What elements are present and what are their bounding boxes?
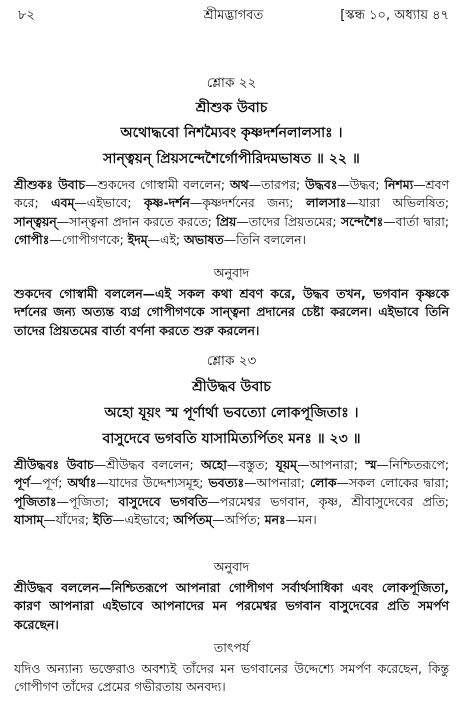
synonym-word: গোপীঃ <box>14 232 50 248</box>
synonym-meaning: —আপনারা; <box>297 457 366 472</box>
synonym-meaning: —কৃষ্ণদর্শনের জন্য; <box>189 195 306 211</box>
synonym-meaning: —শ্রবণ করে; <box>14 177 450 211</box>
verse-23-synonyms <box>14 456 449 530</box>
synonym-word: শ্রীউদ্ধবঃ উবাচ <box>14 457 94 472</box>
synonym-word: যাসাম্ <box>14 512 44 528</box>
synonym-word: অথ <box>229 177 249 192</box>
synonym-meaning: —সান্ত্বনা প্রদান করতে করতে; <box>56 213 217 229</box>
verse-22-label: শ্লোক ২২ <box>206 75 257 91</box>
synonym-meaning: —যারা অভিলষিত; <box>346 195 450 211</box>
verse-23-speaker: শ্রীউদ্ধব উবাচ <box>192 379 271 395</box>
book-title: শ্রীমদ্ভাগবত <box>203 8 264 23</box>
synonym-word: যূয়ম্ <box>275 457 298 472</box>
synonym-word: লোক <box>310 475 337 491</box>
page-number: ৮২ <box>18 8 35 23</box>
synonym-meaning: —পূজিতা; <box>56 493 119 509</box>
synonym-meaning: —তারপর; <box>248 177 306 192</box>
synonym-word: ইতি <box>92 512 113 528</box>
synonym-word: পূর্ণ <box>14 475 30 491</box>
synonym-meaning: —সকল লোকের দ্বারা; <box>336 475 450 491</box>
synonym-meaning: —গোপীগণকে; <box>49 232 128 248</box>
verse-22-translation-label: অনুবাদ <box>213 265 250 280</box>
synonym-meaning: —এই; <box>147 232 184 248</box>
synonym-meaning: —এইভাবে; <box>112 512 174 528</box>
verse-23-label: শ্লোক ২৩ <box>206 353 257 369</box>
synonym-word: উদ্ধবঃ <box>305 177 338 192</box>
synonym-word: নিশম্য <box>384 177 414 192</box>
verse-23-purport: যদিও অন্যান্য ভক্তেরাও অবশ্যই তাঁদের মন ভগবানের উদ্দেশ্যে সমর্পণ করেছেন, কিন্তু গোপীগণ তাঁদের প্রেমের গভীরতায় অনবদ্য। <box>14 661 449 695</box>
synonym-word: স্ম <box>365 457 377 472</box>
verse-22-speaker: শ্রীশুক উবাচ <box>195 100 268 116</box>
synonym-meaning: —এইভাবে; <box>74 195 145 211</box>
synonym-word: অর্পিতম্ <box>173 512 213 528</box>
synonym-meaning: —বস্তুত; <box>226 457 276 472</box>
synonym-meaning: —যাদের উদ্দেশ্যসমূহ; <box>96 475 209 491</box>
synonym-meaning: —পূর্ণ; <box>29 475 68 491</box>
verse-23-line-2: বাসুদেবে ভগবতি যাসামিত্যর্পিতং মনঃ ॥ ২৩ ॥ <box>102 431 361 447</box>
synonym-meaning: —শুকদেব গোস্বামী বললেন; <box>84 177 230 192</box>
synonym-meaning: —বার্তা দ্বারা; <box>383 213 449 229</box>
synonym-word: অর্থাঃ <box>67 475 97 491</box>
chapter-reference: [স্কন্ধ ১০, অধ্যায় ৪৭ <box>340 8 449 23</box>
synonym-word: ভবত্যঃ <box>208 475 245 491</box>
synonym-word: এবম্ <box>51 195 75 211</box>
synonym-meaning: —যাঁদের; <box>43 512 93 528</box>
synonym-word: অহো <box>200 457 227 472</box>
synonym-word: প্রিয় <box>216 213 237 229</box>
synonym-meaning: —পরমেশ্বর ভগবান, কৃষ্ণ, শ্রীবাসুদেবের প্রতি; <box>207 493 449 509</box>
synonym-word: শ্রীশুকঃ উবাচ <box>14 177 85 192</box>
verse-22-translation: শুকদেব গোস্বামী বললেন—এই সকল কথা শ্রবণ করে, উদ্ধব তখন, ভগবান কৃষ্ণকে দর্শনের জন্য অত্যন্ত ব্যগ্র গোপীগণকে সান্ত্বনা প্রদানের চেষ্টা করলেন। এইভাবে তিনি তাদের প্রিয়তমের বার্তা বর্ণনা করতে শুরু করলেন। <box>14 286 449 338</box>
verse-22-line-2: সান্ত্বয়ন্ প্রিয়সন্দেশৈর্গোপীরিদমভাষত ॥ ২২ ॥ <box>103 151 360 167</box>
synonym-word: লালসাঃ <box>305 195 347 211</box>
synonym-meaning: —নিশ্চিতরূপে; <box>376 457 450 472</box>
synonym-word: কৃষ্ণ-দর্শন <box>144 195 190 211</box>
verse-23-purport-label: তাৎপর্য <box>213 640 250 655</box>
synonym-word: পূজিতাঃ <box>14 493 57 509</box>
synonym-word: মনঃ <box>264 512 286 528</box>
verse-23-translation: শ্রীউদ্ধব বললেন—নিশ্চিতরূপে আপনারা গোপীগণ সর্বার্থসাধিকা এবং লোকপূজিতা, কারণ আপনারা এইভাবে আপনাদের মন পরমেশ্বর ভগবান বাসুদেবের প্রতি সমর্পণ করেছেন। <box>14 580 449 632</box>
synonym-word: বাসুদেবে ভগবতি <box>118 493 208 509</box>
verse-22-line-1: অথোদ্ধবো নিশম্যৈবং কৃষ্ণদর্শনলালসাঃ । <box>120 125 343 141</box>
synonym-word: সান্ত্বয়ন্ <box>14 213 57 229</box>
synonym-meaning: —শ্রীউদ্ধব বললেন; <box>93 457 201 472</box>
synonym-meaning: —অর্পিত; <box>212 512 265 528</box>
page-header <box>18 6 449 28</box>
verse-23-line-1: অহো যূয়ং স্ম পূর্ণার্থা ভবত্যো লোকপূজিতাঃ । <box>104 405 359 421</box>
synonym-meaning: —তিনি বললেন। <box>223 232 306 248</box>
synonym-meaning: —আপনারা; <box>244 475 310 491</box>
synonym-meaning: —মন। <box>285 512 317 528</box>
verse-22-synonyms <box>14 176 449 250</box>
synonym-meaning: —উদ্ধব; <box>337 177 385 192</box>
synonym-word: সন্দেশৈঃ <box>341 213 384 229</box>
synonym-word: অভাষত <box>184 232 224 248</box>
synonym-word: ইদম্ <box>127 232 148 248</box>
verse-23-translation-label: অনুবাদ <box>213 559 250 574</box>
synonym-meaning: —তাদের প্রিয়তমের; <box>236 213 341 229</box>
